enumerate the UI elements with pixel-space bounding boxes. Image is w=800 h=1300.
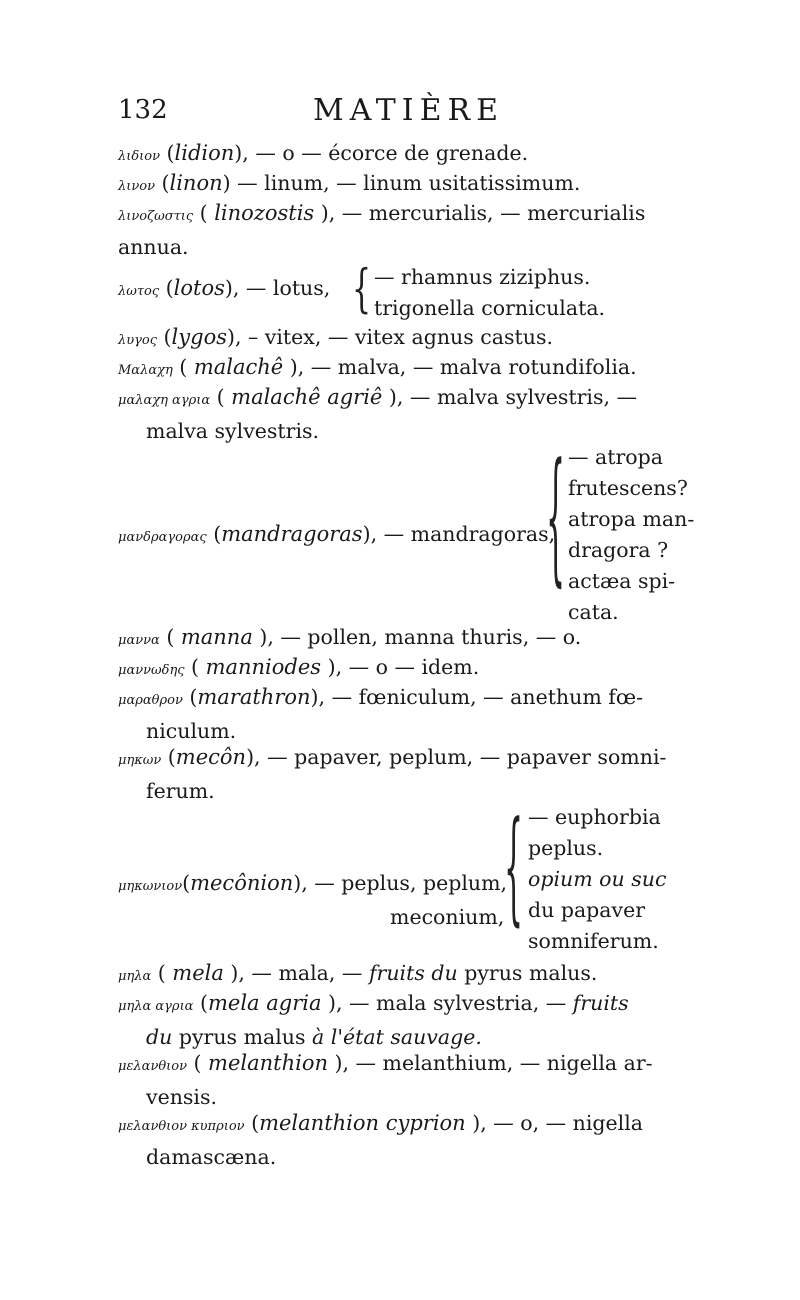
definition: ), — o — idem.	[321, 655, 480, 679]
brace-options	[374, 262, 605, 324]
definition-italic: fruits	[566, 991, 629, 1015]
brace-icon: {	[546, 436, 566, 604]
greek-word: λινον	[118, 179, 155, 194]
option-line: trigonella corniculata.	[374, 296, 606, 320]
definition: ), — melanthium, — nigella ar-	[327, 1051, 653, 1075]
definition-tail: pyrus malus.	[457, 961, 598, 985]
definition: ), — lotus,	[224, 276, 331, 300]
transliteration: linozostis	[214, 201, 315, 225]
definition: , — o — écorce de grenade.	[242, 141, 529, 165]
greek-word: μελανθιον	[118, 1059, 187, 1074]
transliteration: lygos	[171, 325, 227, 349]
transliteration: manna	[180, 625, 253, 649]
option-line: cata.	[568, 600, 619, 624]
transliteration: linon	[169, 171, 223, 195]
transliteration: mandragoras	[221, 522, 363, 546]
entry-meconion	[118, 798, 708, 958]
greek-word: μηκων	[118, 753, 162, 768]
page-number: 132	[118, 95, 168, 125]
greek-word: μηκωνιον	[118, 879, 183, 894]
entry-marathron: μαραθρον (marathron), — fœniculum, — anethum fœ- niculum.	[118, 682, 688, 747]
transliteration: melanthion cyprion	[259, 1111, 466, 1135]
transliteration: mela agria	[207, 991, 322, 1015]
option-line: peplus.	[528, 836, 604, 860]
definition: ), — mercurialis, — mercurialis	[314, 201, 646, 225]
brace-options	[568, 442, 694, 628]
option-line: opium ou suc	[528, 867, 667, 891]
definition: ), — o, — nigella	[465, 1111, 644, 1135]
definition: ), — fœniculum, — anethum fœ-	[310, 685, 644, 709]
entry-malache-agrie: μαλαχη αγρια ( malachê agriê ), — malva sylvestris, — malva sylvestris.	[118, 382, 688, 447]
definition: — linum, — linum usitatissimum.	[230, 171, 581, 195]
entry-manniodes: μαννωδης ( manniodes ), — o — idem.	[118, 655, 480, 679]
entry-linon: λινον (linon) — linum, — linum usitatissimum.	[118, 171, 581, 195]
transliteration: malachê agriê	[231, 385, 383, 409]
option-line: du papaver	[528, 898, 646, 922]
definition: ), — pollen, manna thuris, — o.	[252, 625, 582, 649]
option-line: actæa spi-	[568, 569, 676, 593]
greek-word: μηλα	[118, 969, 152, 984]
greek-word: μελανθιον κυπριον	[118, 1119, 245, 1134]
transliteration: mecôn	[175, 745, 247, 769]
entry-mandragoras	[118, 436, 708, 624]
greek-word: μαννωδης	[118, 663, 185, 678]
definition-continued: ferum.	[146, 779, 215, 803]
greek-word: μηλα αγρια	[118, 999, 194, 1014]
entry-manna: μαννα ( manna ), — pollen, manna thuris, — o.	[118, 625, 582, 649]
definition: ), — papaver, peplum, — papaver somni-	[246, 745, 667, 769]
entry-lygos: λυγος (lygos), – vitex, — vitex agnus castus.	[118, 325, 553, 349]
transliteration: malachê	[193, 355, 284, 379]
entry-lead: μανδραγορας (mandragoras), — mandragoras,	[118, 522, 556, 546]
transliteration: mecônion	[190, 871, 294, 895]
greek-word: μαλαχη αγρια	[118, 393, 211, 408]
option-line: somniferum.	[528, 929, 659, 953]
entry-lead: μηκωνιον(mecônion), — peplus, peplum, meconium,	[118, 871, 508, 929]
transliteration: marathron	[197, 685, 311, 709]
definition: ), — malva, — malva rotundifolia.	[283, 355, 637, 379]
transliteration: lotos	[173, 276, 225, 300]
definition-continued: niculum.	[146, 719, 237, 743]
greek-word: Μαλαχη	[118, 363, 173, 378]
definition: ), — malva sylvestris, —	[382, 385, 638, 409]
option-line: atropa man-	[568, 507, 695, 531]
greek-word: λινοζωστις	[118, 209, 194, 224]
continued-italic: à l'état sauvage.	[312, 1025, 482, 1049]
entry-melanthion: μελανθιον ( melanthion ), — melanthium, — nigella ar- vensis.	[118, 1048, 688, 1113]
definition: ), — peplus, peplum,	[293, 871, 508, 895]
definition-italic: fruits du	[368, 961, 458, 985]
definition-continued: malva sylvestris.	[146, 419, 320, 443]
transliteration: lidion	[174, 141, 235, 165]
entry-mela-agria: μηλα αγρια (mela agria ), — mala sylvestria, — fruits du pyrus malus à l'état sauvage.	[118, 988, 688, 1053]
definition: ), — mala, —	[223, 961, 363, 985]
option-line: — atropa	[568, 445, 663, 469]
option-line: — rhamnus ziziphus.	[374, 265, 591, 289]
greek-word: μαννα	[118, 633, 160, 648]
greek-word: μανδραγορας	[118, 530, 207, 545]
greek-word: λυγος	[118, 333, 158, 348]
entry-linozostis: λινοζωστις ( linozostis ), — mercurialis, — mercurialis annua.	[118, 198, 688, 263]
definition-continued: damascæna.	[146, 1145, 277, 1169]
entry-mecon: μηκων (mecôn), — papaver, peplum, — papaver somni- ferum.	[118, 742, 688, 807]
entry-melanthion-cyprion: μελανθιον κυπριον (melanthion cyprion ), — o, — nigella damascæna.	[118, 1108, 688, 1173]
definition-continued: annua.	[118, 235, 189, 259]
entry-lotos	[118, 262, 708, 328]
continued-italic: du	[146, 1025, 173, 1049]
entry-mela: μηλα ( mela ), — mala, — fruits du pyrus malus.	[118, 961, 598, 985]
definition: ), — mandragoras,	[362, 522, 556, 546]
entry-lead: λωτος (lotos), — lotus,	[118, 276, 331, 300]
page-header	[118, 95, 678, 135]
entry-malache: Μαλαχη ( malachê ), — malva, — malva rotundifolia.	[118, 355, 637, 379]
entry-lidion: λιδιον (lidion), — o — écorce de grenade.	[118, 141, 529, 165]
definition: ), – vitex, — vitex agnus castus.	[227, 325, 553, 349]
option-line: dragora ?	[568, 538, 669, 562]
definition-continued: vensis.	[146, 1085, 218, 1109]
transliteration: mela	[172, 961, 224, 985]
brace-icon: {	[504, 798, 524, 942]
greek-word: λιδιον	[118, 149, 160, 164]
definition: ), — mala sylvestria, —	[321, 991, 567, 1015]
continued-text: pyrus malus	[172, 1025, 313, 1049]
transliteration: manniodes	[205, 655, 322, 679]
option-line: — euphorbia	[528, 805, 661, 829]
transliteration: melanthion	[208, 1051, 328, 1075]
greek-word: μαραθρον	[118, 693, 183, 708]
running-title: MATIÈRE	[313, 93, 504, 128]
brace-options	[528, 802, 666, 957]
definition-continued: meconium,	[390, 905, 505, 929]
greek-word: λωτος	[118, 284, 160, 299]
brace-icon: {	[352, 260, 372, 320]
option-line: frutescens?	[568, 476, 688, 500]
